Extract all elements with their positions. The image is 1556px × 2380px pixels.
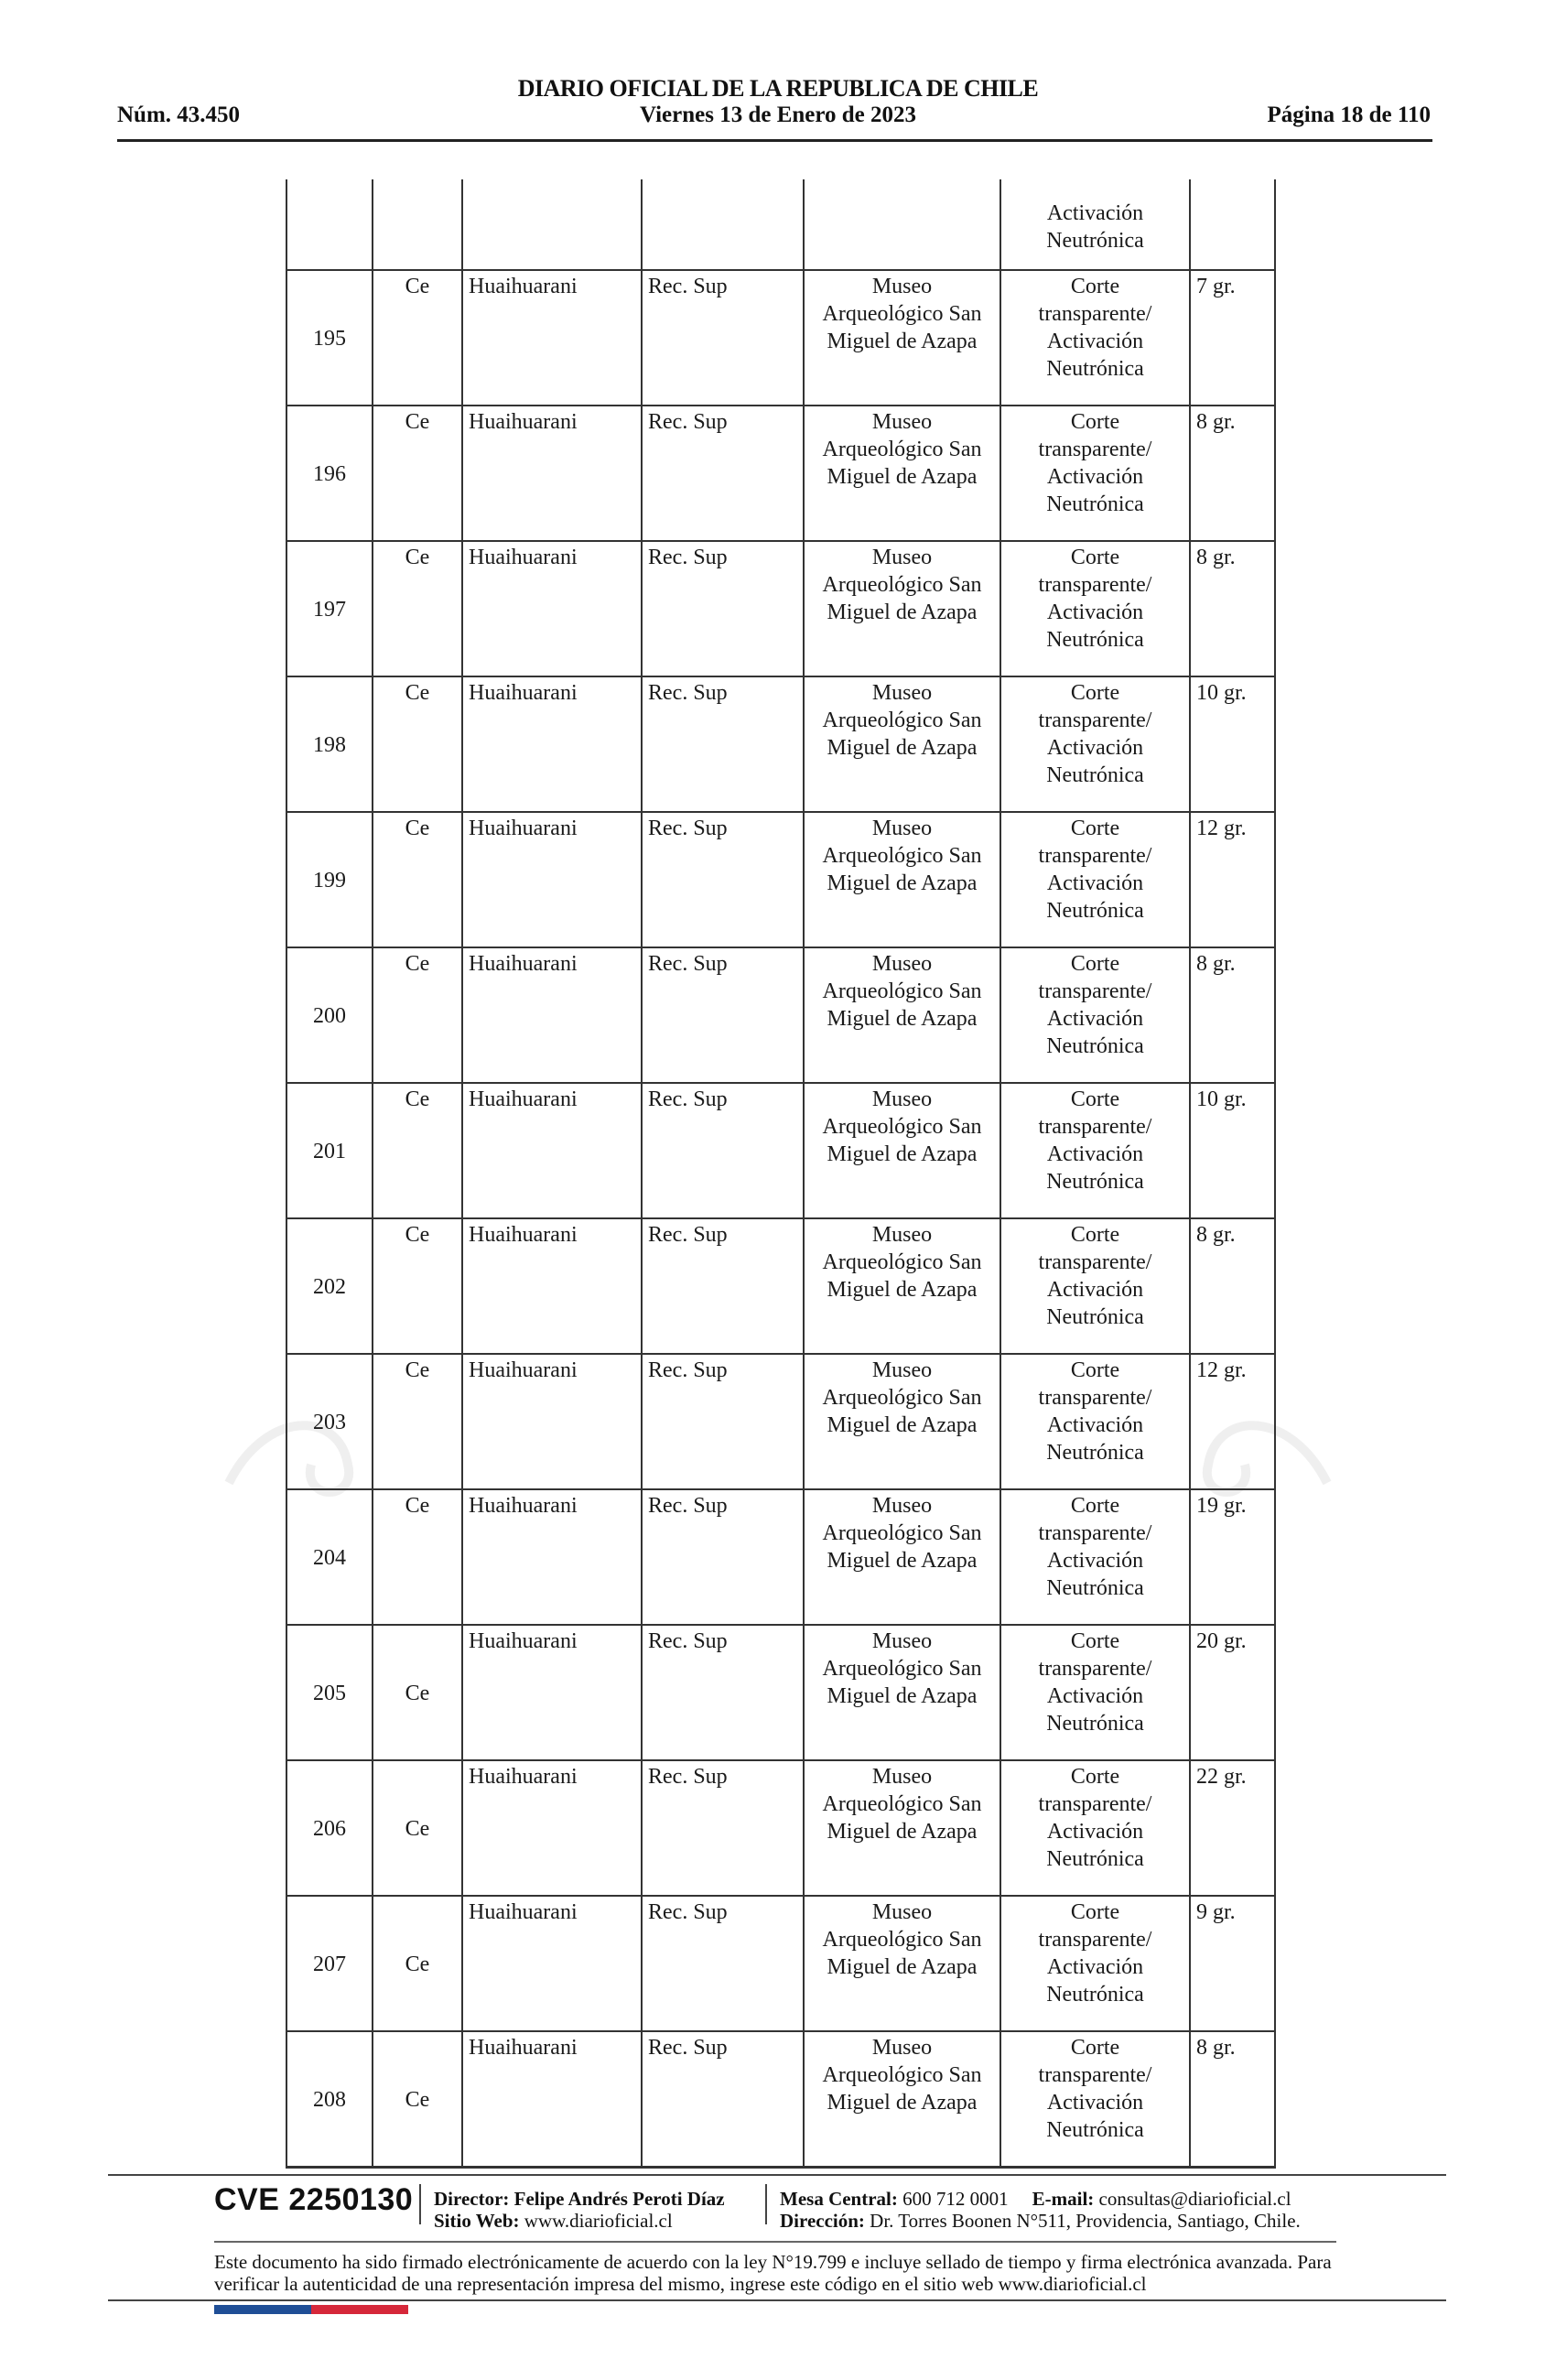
analysis-line: Activación xyxy=(1046,465,1144,489)
analysis-line: Neutrónica xyxy=(1046,1712,1144,1736)
analysis-line: Corte xyxy=(1070,1358,1120,1382)
analysis-line: transparente/ xyxy=(1038,844,1152,868)
cell-weight: 7 gr. xyxy=(1190,270,1275,406)
museum-line: Miguel de Azapa xyxy=(827,1278,978,1302)
cve-code: CVE 2250130 xyxy=(214,2182,414,2217)
cell-museum xyxy=(804,2031,1000,2168)
museum-line: Arqueológico San xyxy=(822,1928,982,1952)
analysis-line: transparente/ xyxy=(1038,1657,1152,1681)
cell-analysis xyxy=(1000,1083,1190,1218)
address-value: Dr. Torres Boonen N°511, Providencia, Santiago, Chile. xyxy=(870,2210,1301,2232)
museum-line: Miguel de Azapa xyxy=(827,1007,978,1031)
analysis-line: transparente/ xyxy=(1038,438,1152,461)
cell-site: Huaihuarani xyxy=(462,1354,642,1489)
cell-museum xyxy=(804,1625,1000,1760)
footer-divider-bottom xyxy=(108,2299,1446,2301)
table-row xyxy=(286,812,1275,947)
cell-element: Ce xyxy=(373,1760,462,1896)
museum-line: Miguel de Azapa xyxy=(827,736,978,760)
email-link[interactable]: consultas@diarioficial.cl xyxy=(1098,2188,1291,2210)
cell-weight: 10 gr. xyxy=(1190,676,1275,812)
table-row xyxy=(286,270,1275,406)
analysis-line: Corte xyxy=(1070,952,1120,976)
table-row xyxy=(286,406,1275,541)
analysis-line: Corte xyxy=(1070,1087,1120,1111)
cell-site: Huaihuarani xyxy=(462,1083,642,1218)
cell-weight: 8 gr. xyxy=(1190,406,1275,541)
cell-sample-number: 195 xyxy=(286,270,373,406)
analysis-line: Corte xyxy=(1070,1900,1120,1924)
analysis-line: Corte xyxy=(1070,1494,1120,1518)
cell-type: Rec. Sup xyxy=(642,1083,804,1218)
cell-museum xyxy=(804,1083,1000,1218)
cell-analysis xyxy=(1000,1625,1190,1760)
email-label: E-mail: xyxy=(1032,2188,1095,2210)
cell-type: Rec. Sup xyxy=(642,2031,804,2168)
analysis-line: Activación xyxy=(1046,2091,1144,2115)
cell-analysis xyxy=(1000,1760,1190,1896)
museum-line: Arqueológico San xyxy=(822,709,982,732)
analysis-line: Neutrónica xyxy=(1046,2118,1144,2142)
cell-weight: 10 gr. xyxy=(1190,1083,1275,1218)
mesa-phone: 600 712 0001 xyxy=(902,2188,1009,2210)
analysis-line: Corte xyxy=(1070,1223,1120,1247)
analysis-line: Activación xyxy=(1046,1684,1144,1708)
table-row xyxy=(286,947,1275,1083)
museum-line: Miguel de Azapa xyxy=(827,1142,978,1166)
cell-element: Ce xyxy=(373,1625,462,1760)
address-label: Dirección: xyxy=(780,2210,865,2232)
cell-empty xyxy=(804,179,1000,270)
table-row xyxy=(286,1354,1275,1489)
cell-weight: 8 gr. xyxy=(1190,541,1275,676)
table-row xyxy=(286,676,1275,812)
cell-type: Rec. Sup xyxy=(642,947,804,1083)
cell-analysis xyxy=(1000,676,1190,812)
web-link[interactable]: www.diarioficial.cl xyxy=(524,2210,673,2232)
flag-stripe-blue xyxy=(214,2305,311,2314)
table-row xyxy=(286,541,1275,676)
analysis-line: Activación xyxy=(1046,1413,1144,1437)
cell-site: Huaihuarani xyxy=(462,1896,642,2031)
analysis-line: Corte xyxy=(1070,1629,1120,1653)
cell-weight: 9 gr. xyxy=(1190,1896,1275,2031)
analysis-line: Neutrónica xyxy=(1046,899,1144,923)
flag-stripe-red xyxy=(311,2305,408,2314)
footer-director-block xyxy=(434,2188,725,2232)
page-indicator: Página 18 de 110 xyxy=(1267,103,1431,127)
cell-weight: 12 gr. xyxy=(1190,812,1275,947)
director-label: Director: xyxy=(434,2188,510,2210)
issue-number: Núm. 43.450 xyxy=(117,103,241,127)
museum-line: Arqueológico San xyxy=(822,1657,982,1681)
cell-analysis xyxy=(1000,406,1190,541)
analysis-line: Neutrónica xyxy=(1046,229,1144,253)
cell-empty xyxy=(462,179,642,270)
museum-line: Museo xyxy=(871,1494,933,1518)
cell-element: Ce xyxy=(373,812,462,947)
cell-element: Ce xyxy=(373,1218,462,1354)
cell-site: Huaihuarani xyxy=(462,270,642,406)
table-row xyxy=(286,1760,1275,1896)
table-row-continued xyxy=(286,179,1275,270)
museum-line: Museo xyxy=(871,2036,933,2060)
cell-empty xyxy=(1190,179,1275,270)
mesa-label: Mesa Central: xyxy=(780,2188,898,2210)
museum-line: Arqueológico San xyxy=(822,1115,982,1139)
cell-empty xyxy=(642,179,804,270)
footer-divider-top xyxy=(108,2174,1446,2176)
cell-site: Huaihuarani xyxy=(462,1625,642,1760)
cell-analysis xyxy=(1000,270,1190,406)
cell-weight: 8 gr. xyxy=(1190,947,1275,1083)
museum-line: Miguel de Azapa xyxy=(827,465,978,489)
cell-type: Rec. Sup xyxy=(642,812,804,947)
cell-museum xyxy=(804,1489,1000,1625)
cell-analysis xyxy=(1000,179,1190,270)
museum-line: Museo xyxy=(871,1629,933,1653)
cell-sample-number: 208 xyxy=(286,2031,373,2168)
cell-analysis xyxy=(1000,947,1190,1083)
museum-line: Arqueológico San xyxy=(822,1386,982,1410)
cell-museum xyxy=(804,676,1000,812)
cell-type: Rec. Sup xyxy=(642,1625,804,1760)
table-row xyxy=(286,2031,1275,2168)
samples-table-grid xyxy=(286,179,1276,2169)
cell-sample-number: 198 xyxy=(286,676,373,812)
museum-line: Miguel de Azapa xyxy=(827,1549,978,1573)
analysis-line: transparente/ xyxy=(1038,979,1152,1003)
museum-line: Arqueológico San xyxy=(822,302,982,326)
cell-museum xyxy=(804,812,1000,947)
analysis-line: Activación xyxy=(1046,201,1144,225)
cell-museum xyxy=(804,541,1000,676)
cell-element: Ce xyxy=(373,1489,462,1625)
cell-museum xyxy=(804,947,1000,1083)
museum-line: Arqueológico San xyxy=(822,1792,982,1816)
museum-line: Museo xyxy=(871,817,933,840)
museum-line: Miguel de Azapa xyxy=(827,1413,978,1437)
analysis-line: Activación xyxy=(1046,1142,1144,1166)
cell-sample-number: 199 xyxy=(286,812,373,947)
museum-line: Arqueológico San xyxy=(822,1521,982,1545)
analysis-line: Corte xyxy=(1070,410,1120,434)
analysis-line: Neutrónica xyxy=(1046,1983,1144,2007)
cell-analysis xyxy=(1000,1896,1190,2031)
analysis-line: Neutrónica xyxy=(1046,1305,1144,1329)
analysis-line: Corte xyxy=(1070,817,1120,840)
analysis-line: Activación xyxy=(1046,1007,1144,1031)
cell-museum xyxy=(804,1218,1000,1354)
cell-site: Huaihuarani xyxy=(462,1489,642,1625)
analysis-line: Neutrónica xyxy=(1046,492,1144,516)
analysis-line: transparente/ xyxy=(1038,709,1152,732)
analysis-line: transparente/ xyxy=(1038,2063,1152,2087)
cell-element: Ce xyxy=(373,1354,462,1489)
cell-empty xyxy=(286,179,373,270)
analysis-line: Activación xyxy=(1046,871,1144,895)
analysis-line: Neutrónica xyxy=(1046,1034,1144,1058)
cell-analysis xyxy=(1000,541,1190,676)
cell-type: Rec. Sup xyxy=(642,541,804,676)
analysis-line: Neutrónica xyxy=(1046,1576,1144,1600)
analysis-line: Neutrónica xyxy=(1046,628,1144,652)
footer-separator xyxy=(765,2184,767,2224)
cell-site: Huaihuarani xyxy=(462,406,642,541)
museum-line: Miguel de Azapa xyxy=(827,1955,978,1979)
analysis-line: Activación xyxy=(1046,1549,1144,1573)
analysis-line: transparente/ xyxy=(1038,1115,1152,1139)
cell-type: Rec. Sup xyxy=(642,676,804,812)
museum-line: Museo xyxy=(871,952,933,976)
cell-type: Rec. Sup xyxy=(642,1896,804,2031)
cell-sample-number: 201 xyxy=(286,1083,373,1218)
cell-site: Huaihuarani xyxy=(462,812,642,947)
cell-sample-number: 206 xyxy=(286,1760,373,1896)
analysis-line: Activación xyxy=(1046,1820,1144,1844)
cell-museum xyxy=(804,1354,1000,1489)
analysis-line: transparente/ xyxy=(1038,1386,1152,1410)
cell-analysis xyxy=(1000,1489,1190,1625)
cell-weight: 12 gr. xyxy=(1190,1354,1275,1489)
analysis-line: Neutrónica xyxy=(1046,1441,1144,1465)
director-name: Felipe Andrés Peroti Díaz xyxy=(513,2188,725,2210)
table-row xyxy=(286,1489,1275,1625)
cell-museum xyxy=(804,406,1000,541)
cell-site: Huaihuarani xyxy=(462,1760,642,1896)
analysis-line: Activación xyxy=(1046,1955,1144,1979)
cell-site: Huaihuarani xyxy=(462,676,642,812)
cell-museum xyxy=(804,270,1000,406)
analysis-line: Corte xyxy=(1070,2036,1120,2060)
cell-site: Huaihuarani xyxy=(462,541,642,676)
cell-sample-number: 202 xyxy=(286,1218,373,1354)
cell-weight: 19 gr. xyxy=(1190,1489,1275,1625)
cell-sample-number: 205 xyxy=(286,1625,373,1760)
analysis-line: Neutrónica xyxy=(1046,763,1144,787)
museum-line: Arqueológico San xyxy=(822,2063,982,2087)
museum-line: Miguel de Azapa xyxy=(827,600,978,624)
analysis-line: Neutrónica xyxy=(1046,1847,1144,1871)
museum-line: Miguel de Azapa xyxy=(827,1684,978,1708)
cell-analysis xyxy=(1000,2031,1190,2168)
cell-sample-number: 203 xyxy=(286,1354,373,1489)
museum-line: Museo xyxy=(871,1223,933,1247)
table-row xyxy=(286,1083,1275,1218)
cell-element: Ce xyxy=(373,270,462,406)
museum-line: Arqueológico San xyxy=(822,1250,982,1274)
analysis-line: transparente/ xyxy=(1038,573,1152,597)
museum-line: Museo xyxy=(871,1087,933,1111)
analysis-line: Corte xyxy=(1070,275,1120,298)
analysis-line: Activación xyxy=(1046,600,1144,624)
analysis-line: transparente/ xyxy=(1038,1250,1152,1274)
samples-table xyxy=(286,179,1274,2142)
analysis-line: Neutrónica xyxy=(1046,1170,1144,1194)
cell-element: Ce xyxy=(373,1896,462,2031)
cell-analysis xyxy=(1000,812,1190,947)
cell-weight: 22 gr. xyxy=(1190,1760,1275,1896)
cell-element: Ce xyxy=(373,676,462,812)
publication-title: DIARIO OFICIAL DE LA REPUBLICA DE CHILE xyxy=(517,75,1039,102)
museum-line: Museo xyxy=(871,410,933,434)
cell-weight: 20 gr. xyxy=(1190,1625,1275,1760)
cell-sample-number: 207 xyxy=(286,1896,373,2031)
cell-museum xyxy=(804,1760,1000,1896)
cell-element: Ce xyxy=(373,947,462,1083)
cell-sample-number: 200 xyxy=(286,947,373,1083)
cell-site: Huaihuarani xyxy=(462,947,642,1083)
cell-element: Ce xyxy=(373,541,462,676)
museum-line: Museo xyxy=(871,1765,933,1789)
analysis-line: Activación xyxy=(1046,330,1144,353)
cell-type: Rec. Sup xyxy=(642,1354,804,1489)
museum-line: Miguel de Azapa xyxy=(827,871,978,895)
cell-site: Huaihuarani xyxy=(462,2031,642,2168)
table-row xyxy=(286,1896,1275,2031)
cell-analysis xyxy=(1000,1354,1190,1489)
cell-element: Ce xyxy=(373,406,462,541)
analysis-line: Neutrónica xyxy=(1046,357,1144,381)
analysis-line: Corte xyxy=(1070,681,1120,705)
cell-analysis xyxy=(1000,1218,1190,1354)
museum-line: Miguel de Azapa xyxy=(827,330,978,353)
cell-weight: 8 gr. xyxy=(1190,1218,1275,1354)
museum-line: Museo xyxy=(871,681,933,705)
web-label: Sitio Web: xyxy=(434,2210,520,2232)
museum-line: Arqueológico San xyxy=(822,573,982,597)
analysis-line: Corte xyxy=(1070,546,1120,569)
analysis-line: Activación xyxy=(1046,736,1144,760)
cell-type: Rec. Sup xyxy=(642,1489,804,1625)
cell-type: Rec. Sup xyxy=(642,1218,804,1354)
cell-element: Ce xyxy=(373,1083,462,1218)
museum-line: Miguel de Azapa xyxy=(827,2091,978,2115)
cell-museum xyxy=(804,1896,1000,2031)
cell-empty xyxy=(373,179,462,270)
museum-line: Museo xyxy=(871,1358,933,1382)
museum-line: Arqueológico San xyxy=(822,979,982,1003)
cell-sample-number: 196 xyxy=(286,406,373,541)
museum-line: Museo xyxy=(871,546,933,569)
header-divider xyxy=(117,139,1432,142)
cell-element: Ce xyxy=(373,2031,462,2168)
footer-separator xyxy=(419,2184,421,2224)
cell-site: Huaihuarani xyxy=(462,1218,642,1354)
footer-contact-block xyxy=(780,2188,1301,2232)
museum-line: Arqueológico San xyxy=(822,844,982,868)
cell-type: Rec. Sup xyxy=(642,270,804,406)
analysis-line: transparente/ xyxy=(1038,1928,1152,1952)
analysis-line: Activación xyxy=(1046,1278,1144,1302)
analysis-line: transparente/ xyxy=(1038,1521,1152,1545)
table-row xyxy=(286,1625,1275,1760)
analysis-line: transparente/ xyxy=(1038,302,1152,326)
museum-line: Museo xyxy=(871,275,933,298)
publication-date: Viernes 13 de Enero de 2023 xyxy=(639,103,917,127)
cell-sample-number: 197 xyxy=(286,541,373,676)
analysis-line: transparente/ xyxy=(1038,1792,1152,1816)
analysis-line: Corte xyxy=(1070,1765,1120,1789)
museum-line: Arqueológico San xyxy=(822,438,982,461)
cell-weight: 8 gr. xyxy=(1190,2031,1275,2168)
museum-line: Museo xyxy=(871,1900,933,1924)
cell-sample-number: 204 xyxy=(286,1489,373,1625)
table-row xyxy=(286,1218,1275,1354)
footer-divider-mid xyxy=(214,2241,1336,2243)
cell-type: Rec. Sup xyxy=(642,1760,804,1896)
signature-notice: Este documento ha sido firmado electrónicamente de acuerdo con la ley N°19.799 e incluye sellado de tiempo y firma electrónica avanzada. Para verificar la autenticidad de una representación impresa del mismo, ingrese este código en el sitio web www.diarioficial.cl xyxy=(214,2251,1332,2295)
cell-type: Rec. Sup xyxy=(642,406,804,541)
museum-line: Miguel de Azapa xyxy=(827,1820,978,1844)
